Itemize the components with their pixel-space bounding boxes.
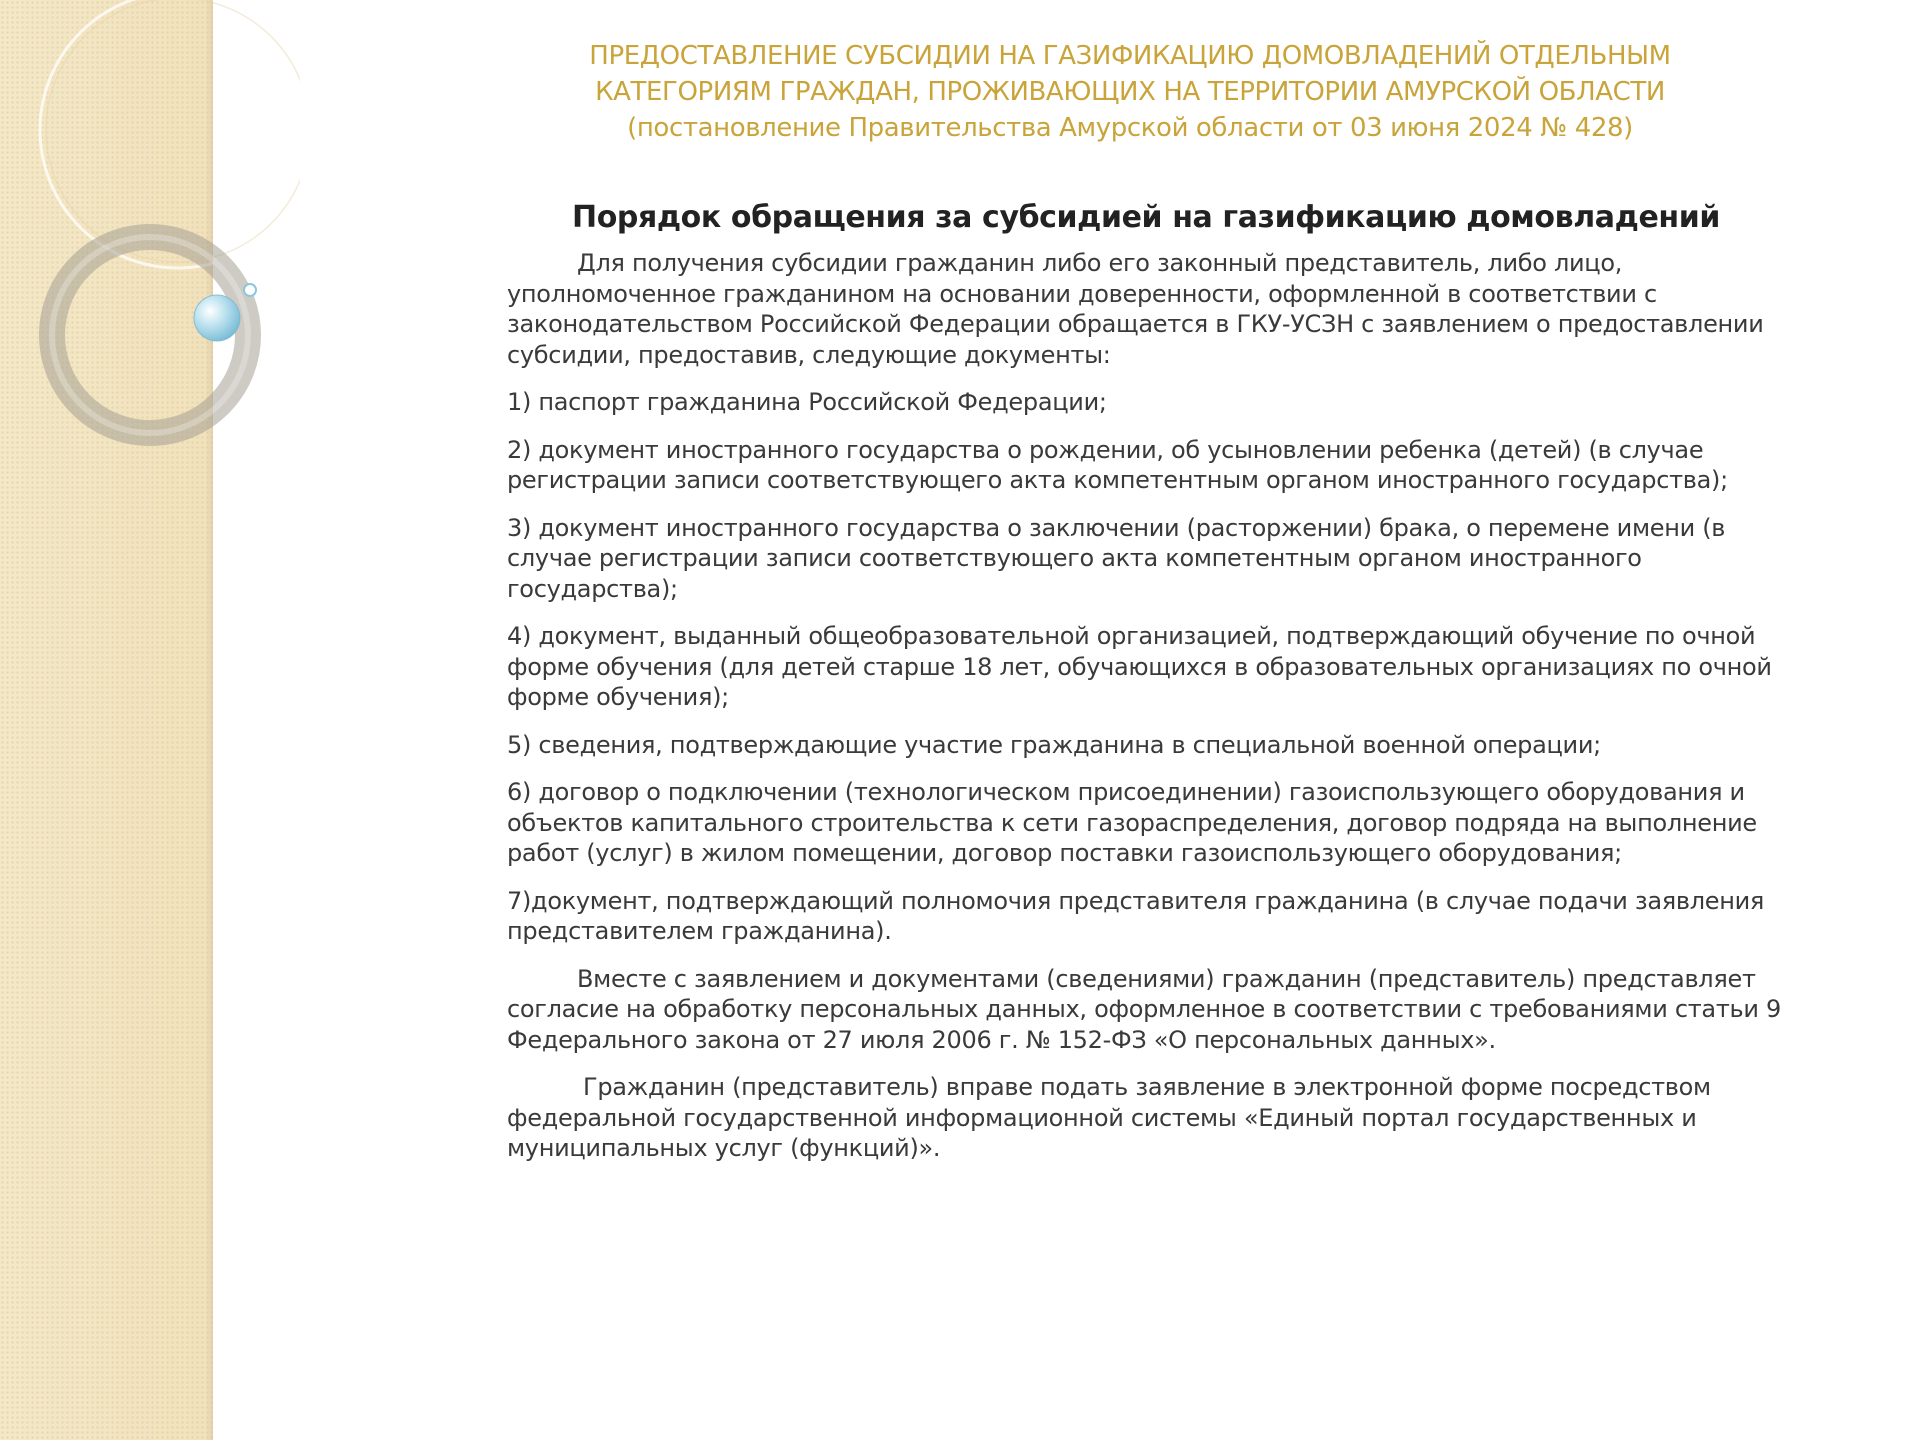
decorative-rings (0, 0, 300, 480)
title-line-1: ПРЕДОСТАВЛЕНИЕ СУБСИДИИ НА ГАЗИФИКАЦИЮ ДОМОВЛАДЕНИЙ ОТДЕЛЬНЫМ (589, 41, 1671, 71)
title-line-3: (постановление Правительства Амурской области от 03 июня 2024 № 428) (627, 113, 1633, 143)
list-item-5: 5) сведения, подтверждающие участие гражданина в специальной военной операции; (507, 730, 1601, 759)
electronic-paragraph: Гражданин (представитель) вправе подать заявление в электронной форме посредством федеральной государственной информационной системы «Единый портал государственных и муниципальных услуг (функций)». (507, 1073, 1711, 1162)
title-line-2: КАТЕГОРИЯМ ГРАЖДАН, ПРОЖИВАЮЩИХ НА ТЕРРИТОРИИ АМУРСКОЙ ОБЛАСТИ (595, 77, 1665, 107)
large-ring-inner (46, 0, 300, 262)
list-item-4: 4) документ, выданный общеобразовательной организацией, подтверждающий обучение по очной форме обучения (для детей старше 18 лет, обучающихся в образовательных организациях по очной форме обучения); (507, 622, 1772, 711)
consent-paragraph: Вместе с заявлением и документами (сведениями) гражданин (представитель) представляет согласие на обработку персональных данных, оформленное в соответствии с требованиями статьи 9 Федерального закона от 27 июля 2006 г. № 152-ФЗ «О персональных данных». (507, 964, 1781, 1054)
intro-paragraph: Для получения субсидии гражданин либо его законный представитель, либо лицо, уполномоченное гражданином на основании доверенности, оформленной в соответствии с законодательством Российской Федерации обращается в ГКУ-УСЗН с заявлением о предоставлении субсидии, предоставив, следующие документы: (507, 249, 1764, 369)
list-item-7: 7)документ, подтверждающий полномочия представителя гражданина (в случае подачи заявления представителем гражданина). (507, 886, 1765, 945)
list-item-6: 6) договор о подключении (технологическом присоединении) газоиспользующего оборудования и объектов капитального строительства к сети газораспределения, договор подряда на выполнение работ (услуг) в жилом помещении, договор поставки газоиспользующего оборудования; (507, 778, 1757, 867)
blue-bubble-icon (194, 295, 240, 341)
section-heading: Порядок обращения за субсидией на газификацию домовладений (572, 200, 1720, 235)
slide-content (507, 198, 1785, 1181)
slide-title (470, 38, 1790, 146)
list-item-3: 3) документ иностранного государства о заключении (расторжении) брака, о перемене имени (в случае регистрации записи соответствующего акта компетентным органом иностранного государства); (507, 513, 1726, 603)
list-item-1: 1) паспорт гражданина Российской Федерации; (507, 388, 1107, 416)
small-bubble-icon (244, 284, 256, 296)
list-item-2: 2) документ иностранного государства о рождении, об усыновлении ребенка (детей) (в случае регистрации записи соответствующего акта компетентным органом иностранного государства); (507, 435, 1728, 494)
